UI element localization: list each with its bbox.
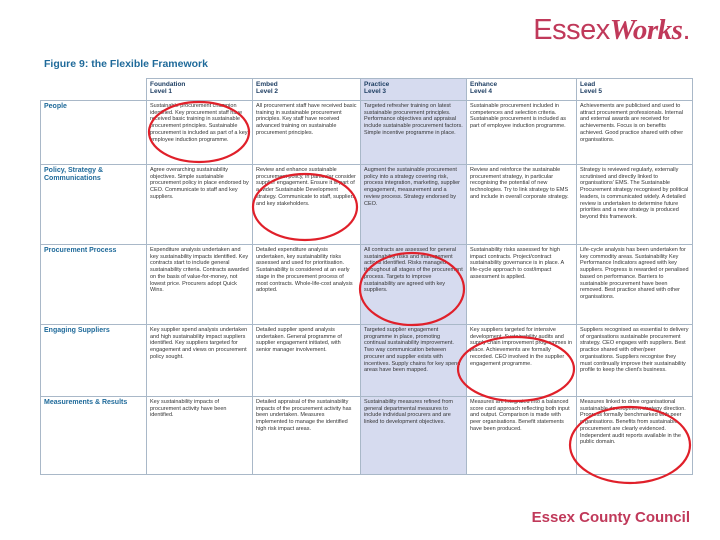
table-cell: All contracts are assessed for general sustainability risks and management actions identified. Risks managed throughout all stages of the procurement process. Targets to improve sustainability are agreed with key suppliers. [361,245,467,325]
table-row [41,245,693,325]
table-cell: Strategy is reviewed regularly, externally scrutinised and directly linked to organisations' EMS. The Sustainable Procurement strategy recognised by political leaders, is communicated widely. A detailed review is undertaken to determine future priorities and a new strategy is produced beyond this framework. [577,165,693,245]
table-row [41,325,693,397]
table-cell: Key supplier spend analysis undertaken and high sustainability impact suppliers identified. Key suppliers targeted for engagement and views on procurement policy sought. [147,325,253,397]
row-header-engaging-suppliers: Engaging Suppliers [41,325,147,397]
table-cell: Measures linked to drive organisational sustainable development strategy direction. Progress formally benchmarked with peer organisations. Benefits from sustainable procurement are clearly evidenced. Independent audit reports available in the public domain. [577,397,693,475]
table-header-row [41,79,693,101]
table-cell: Achievements are publicised and used to attract procurement professionals. Internal and external awards are received for achievements. Focus is on benefits achieved. Good practice shared with other organisations. [577,101,693,165]
header-corner [41,79,147,101]
table-cell: Sustainable procurement included in competences and selection criteria. Sustainable procurement is included as part of employee induction programme. [467,101,577,165]
row-header-people: People [41,101,147,165]
table-cell: Detailed appraisal of the sustainability impacts of the procurement activity has been undertaken. Measures implemented to manage the identified high risk impact areas. [253,397,361,475]
table-cell: Key sustainability impacts of procurement activity have been identified. [147,397,253,475]
logo-works-text: Works [609,14,683,46]
column-header-lead: Lead Level 5 [577,79,693,101]
column-header-practice: Practice Level 3 [361,79,467,101]
table-cell: Key suppliers targeted for intensive development. Sustainability audits and supply chain improvement programmes in place. Achievements are formally recorded. CEO involved in the supplier engagement programme. [467,325,577,397]
table-cell: Life-cycle analysis has been undertaken for key commodity areas. Sustainability Key Performance Indicators agreed with key suppliers. Progress is rewarded or penalised based on performance. Barriers to sustainable procurement have been removed. Best practice shared with other organisations. [577,245,693,325]
table-cell: Agree overarching sustainability objectives. Simple sustainable procurement policy in place endorsed by CEO. Communicate to staff and key suppliers. [147,165,253,245]
table-cell: Measures are integrated into a balanced score card approach reflecting both input and output. Comparison is made with peer organisations. Benefit statements have been produced. [467,397,577,475]
table-cell: Suppliers recognised as essential to delivery of organisations sustainable procurement strategy. CEO engages with suppliers. Best practice shared with other/peer organisations. Suppliers recognise they must continually improve their sustainability profile to keep the client's business. [577,325,693,397]
table-cell: All procurement staff have received basic training in sustainable procurement principles. Key staff have received advanced training on sustainable procurement principles. [253,101,361,165]
row-header-policy: Policy, Strategy & Communications [41,165,147,245]
table-cell: Sustainability measures refined from general departmental measures to include individual procurers and are linked to development objectives. [361,397,467,475]
table-row [41,101,693,165]
row-header-measurements: Measurements & Results [41,397,147,475]
table-cell: Detailed supplier spend analysis undertaken. General programme of supplier engagement initiated, with senior manager involvement. [253,325,361,397]
table-cell: Targeted supplier engagement programme in place, promoting continual sustainability improvement. Two way communication between procurer and supplier exists with incentives. Supply chains for key spend areas have been mapped. [361,325,467,397]
row-header-procurement-process: Procurement Process [41,245,147,325]
table-row [41,165,693,245]
table-row [41,397,693,475]
logo-essex-text: Essex [533,14,610,46]
essex-county-council-logo: Essex County Council [531,509,690,526]
figure-title: Figure 9: the Flexible Framework [44,58,208,70]
column-header-foundation: Foundation Level 1 [147,79,253,101]
column-header-embed: Embed Level 2 [253,79,361,101]
table-cell: Targeted refresher training on latest sustainable procurement principles. Performance objectives and appraisal include sustainable procurement factors. Simple incentive programme in place. [361,101,467,165]
table-cell: Augment the sustainable procurement policy into a strategy covering risk, process integration, marketing, supplier engagement, measurement and a review process. Strategy endorsed by CEO. [361,165,467,245]
table-cell: Sustainable procurement champion identified. Key procurement staff have received basic training in sustainable procurement principles. Sustainable procurement is included as part of a key employee induction programme. [147,101,253,165]
table-cell: Expenditure analysis undertaken and key sustainability impacts identified. Key contracts start to include general sustainability criteria. Contracts awarded on the basis of value-for-money, not lowest price. Procurers adopt Quick Wins. [147,245,253,325]
essexworks-logo [533,14,690,47]
table-cell: Sustainability risks assessed for high impact contracts. Project/contract sustainability governance is in place. A life-cycle approach to cost/impact assessment is applied. [467,245,577,325]
table-cell: Review and reinforce the sustainable procurement strategy, in particular recognising the potential of new technologies. Try to link strategy to EMS and include in overall corporate strategy. [467,165,577,245]
logo-dot: . [682,14,690,46]
table-cell: Review and enhance sustainable procurement policy, in particular consider supplier engagement. Ensure it is part of a wider Sustainable Development strategy. Communicate to staff, suppliers and key stakeholders. [253,165,361,245]
flexible-framework-table [40,78,693,475]
table-cell: Detailed expenditure analysis undertaken, key sustainability risks assessed and used for prioritisation. Sustainability is considered at an early stage in the procurement process of most contracts. Whole-life-cost analysis adopted. [253,245,361,325]
column-header-enhance: Enhance Level 4 [467,79,577,101]
